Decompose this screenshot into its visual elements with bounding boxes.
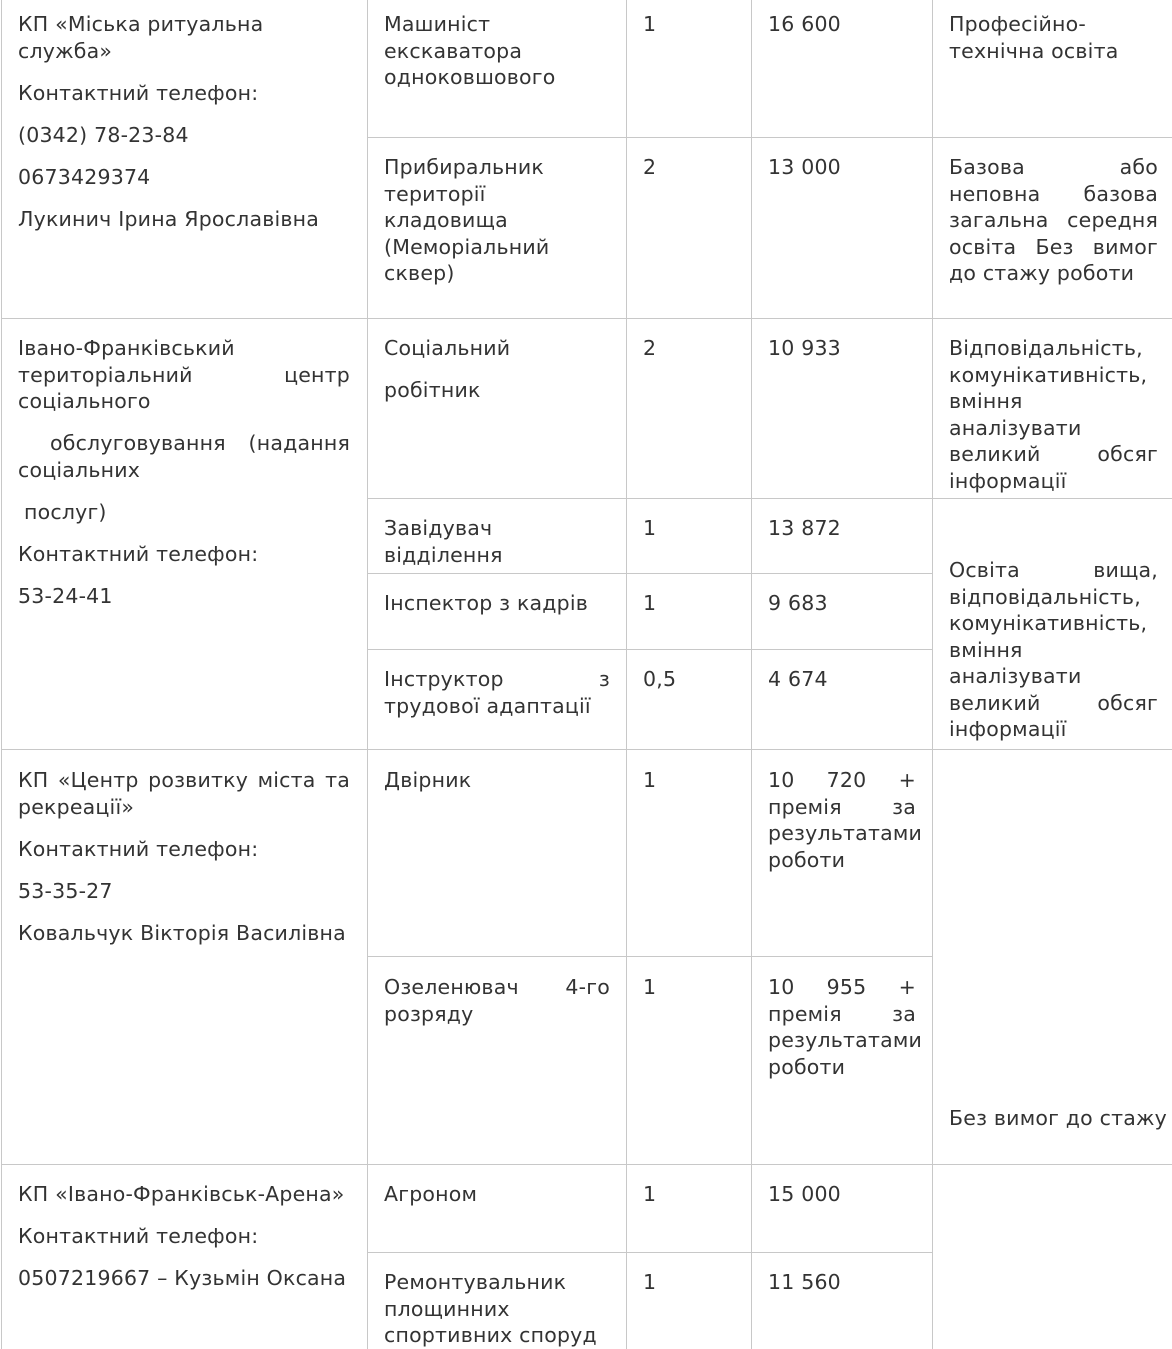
org-cell — [18, 767, 350, 946]
salary: 13 000 — [768, 155, 841, 179]
phone-number: 0673429374 — [18, 164, 151, 189]
salary: 4 674 — [768, 667, 828, 691]
salary: 10 720 + премія за результатами роботи — [768, 768, 923, 872]
position: Ремонтувальник площинних спортивних споруд — [384, 1270, 597, 1347]
requirements: Професійно-технічна освіта — [949, 12, 1119, 63]
phone-number: 0507219667 – Кузьмін Оксана — [18, 1266, 347, 1290]
phone-label: Контактний телефон: — [18, 836, 259, 861]
column-divider — [932, 0, 933, 1349]
org-name: КП «Міська ритуальна служба» — [18, 12, 264, 63]
org-cell — [18, 335, 350, 609]
row-divider — [367, 1252, 933, 1253]
row-divider — [367, 649, 933, 650]
shared-requirements: Освіта вища, відповідальність, комунікативність, вміння аналізувати великий обсяг інформації — [949, 558, 1158, 741]
org-name: Івано-Франківський територіальний центр соціального — [18, 336, 350, 413]
position: Прибиральник території кладовища (Меморіальний сквер) — [384, 155, 550, 285]
salary: 10 933 — [768, 336, 841, 360]
vacancy-count: 1 — [643, 516, 657, 540]
phone-label: Контактний телефон: — [18, 1224, 259, 1248]
org-cell — [18, 1181, 350, 1292]
vacancy-count: 1 — [643, 768, 657, 792]
position-line: Соціальний — [384, 336, 511, 360]
vacancy-count: 1 — [643, 1270, 657, 1294]
contact-person: Лукинич Ірина Ярославівна — [18, 206, 320, 231]
column-divider — [751, 0, 752, 1349]
salary: 16 600 — [768, 12, 841, 36]
org-name: КП «Івано-Франківськ-Арена» — [18, 1182, 345, 1206]
position: Інструктор з трудової адаптації — [384, 667, 610, 718]
salary: 13 872 — [768, 516, 841, 540]
row-divider — [367, 498, 1172, 499]
row-divider — [367, 956, 933, 957]
requirements: Відповідальність, комунікативність, вміння аналізувати великий обсяг інформації — [949, 336, 1158, 493]
org-cell — [18, 11, 350, 232]
vacancy-count: 1 — [643, 975, 657, 999]
position: Агроном — [384, 1182, 478, 1206]
position — [384, 335, 610, 404]
vacancy-count: 2 — [643, 336, 657, 360]
position: Двірник — [384, 768, 472, 792]
column-divider — [367, 0, 368, 1349]
row-divider — [367, 573, 933, 574]
vacancy-count: 1 — [643, 591, 657, 615]
row-divider — [1, 318, 1172, 319]
salary: 11 560 — [768, 1270, 841, 1294]
requirements: Базова або неповна базова загальна середня освіта Без вимог до стажу роботи — [949, 155, 1158, 285]
phone-number: 53-35-27 — [18, 878, 113, 903]
row-divider — [367, 137, 1172, 138]
row-divider — [1, 1164, 1172, 1165]
salary: 9 683 — [768, 591, 828, 615]
position: Машиніст екскаватора одноковшового — [384, 12, 556, 89]
org-name-continued: обслуговування (надання соціальних — [18, 431, 350, 482]
position-line: робітник — [384, 378, 481, 402]
salary: 10 955 + премія за результатами роботи — [768, 975, 923, 1079]
phone-label: Контактний телефон: — [18, 541, 259, 566]
phone-number: 53-24-41 — [18, 583, 113, 608]
salary: 15 000 — [768, 1182, 841, 1206]
position: Завідувач відділення — [384, 516, 503, 567]
position: Інспектор з кадрів — [384, 591, 589, 615]
phone-label: Контактний телефон: — [18, 80, 259, 105]
vacancy-count: 0,5 — [643, 667, 677, 691]
column-divider — [626, 0, 627, 1349]
org-name-continued: послуг) — [24, 499, 107, 524]
contact-person: Ковальчук Вікторія Василівна — [18, 920, 346, 945]
shared-requirements: Без вимог до стажу — [949, 1106, 1167, 1130]
vacancy-count: 1 — [643, 12, 657, 36]
vacancy-count: 2 — [643, 155, 657, 179]
phone-number: (0342) 78-23-84 — [18, 122, 189, 147]
org-name: КП «Центр розвитку міста та рекреації» — [18, 768, 350, 819]
table-border-left — [1, 0, 2, 1349]
position: Озеленювач 4-го розряду — [384, 975, 610, 1026]
vacancy-count: 1 — [643, 1182, 657, 1206]
row-divider — [1, 749, 1172, 750]
